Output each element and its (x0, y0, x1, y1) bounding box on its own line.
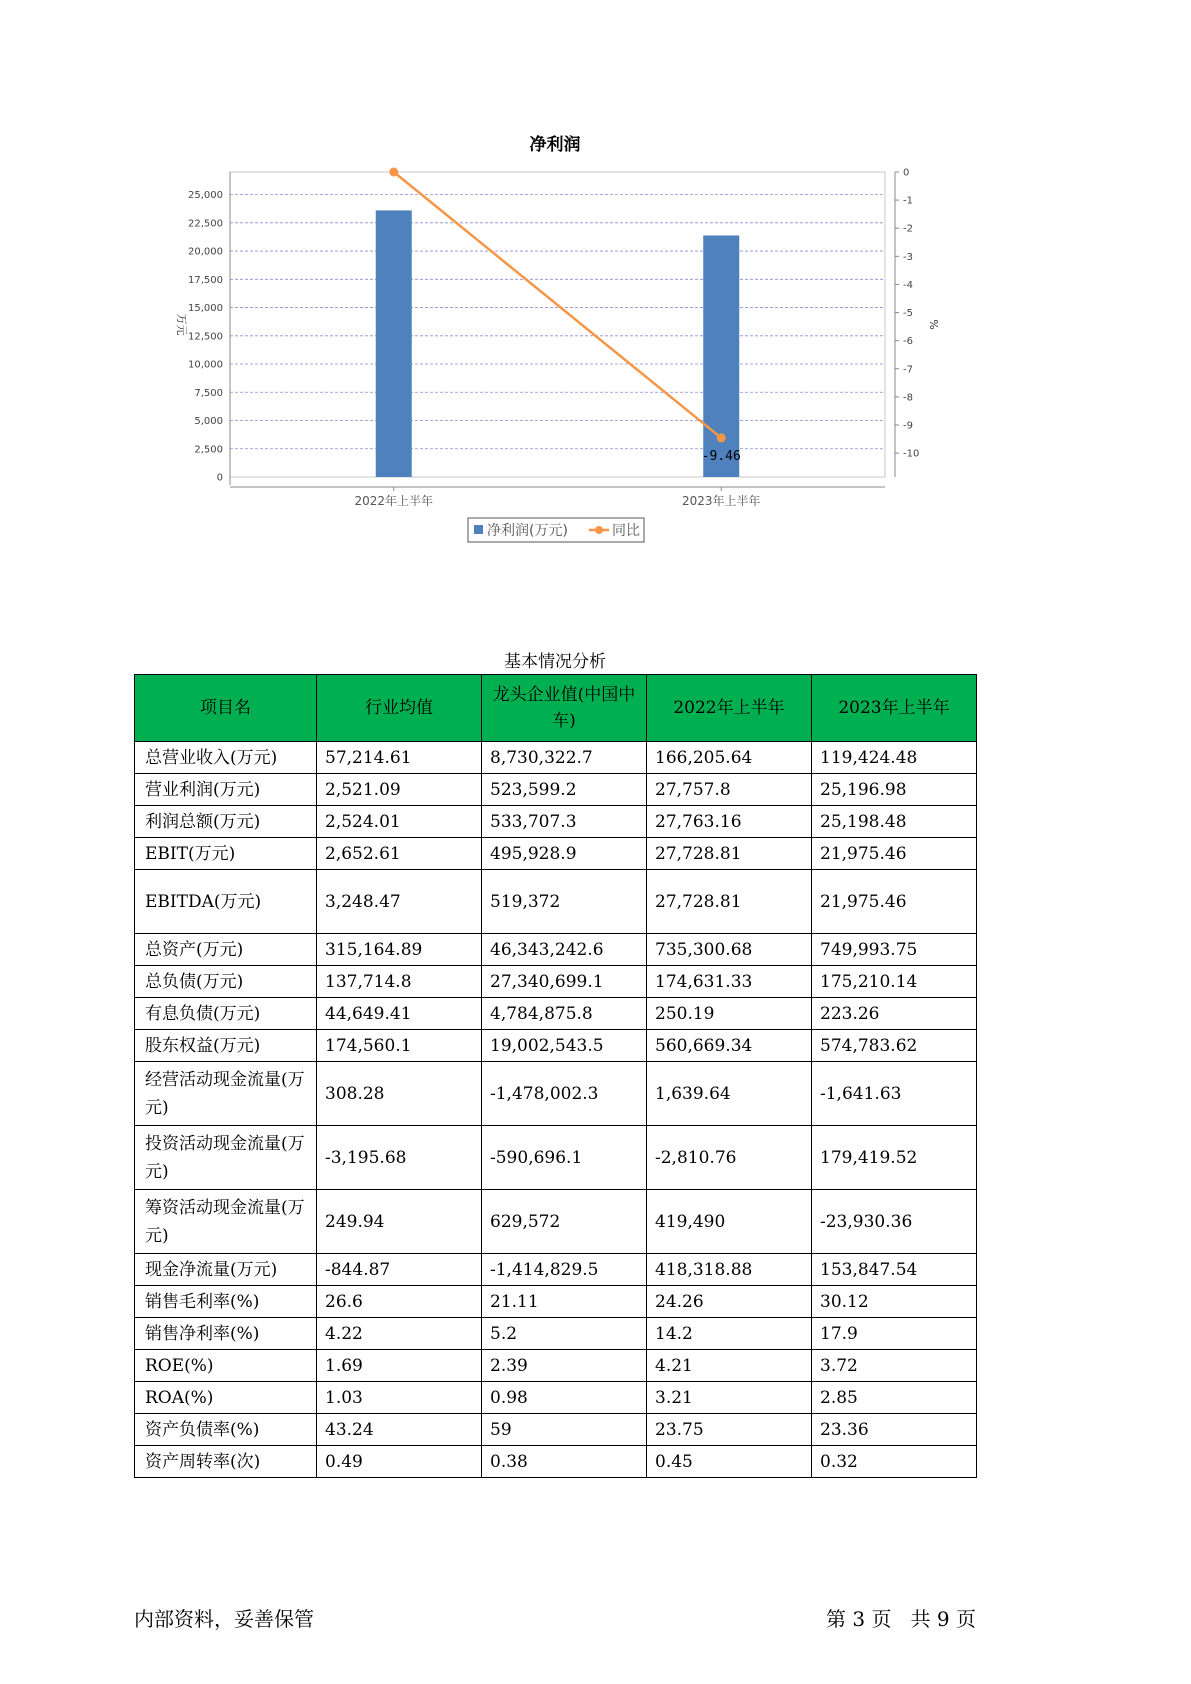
header-2022h1: 2022年上半年 (647, 675, 812, 742)
cell-value-2023h1: -1,641.63 (812, 1062, 977, 1126)
cell-leader-value: 523,599.2 (482, 774, 647, 806)
cell-value-2023h1: 574,783.62 (812, 1030, 977, 1062)
y-tick-label: 20,000 (188, 246, 223, 258)
cell-value-2023h1: 25,196.98 (812, 774, 977, 806)
footer-page-number: 第 3 页 共 9 页 (826, 1607, 976, 1631)
cell-leader-value: 59 (482, 1414, 647, 1446)
cell-industry-avg: 1.69 (317, 1350, 482, 1382)
cell-value-2023h1: -23,930.36 (812, 1190, 977, 1254)
cell-industry-avg: 137,714.8 (317, 966, 482, 998)
cell-row-name: 总资产(万元) (135, 934, 317, 966)
cell-value-2022h1: 27,728.81 (647, 870, 812, 934)
point-yoy (717, 433, 726, 442)
table-row (135, 870, 977, 934)
table-title: 基本情况分析 (504, 652, 606, 672)
legend-point-swatch (595, 526, 603, 534)
cell-value-2022h1: 24.26 (647, 1286, 812, 1318)
legend-bar-swatch (474, 525, 483, 534)
cell-value-2022h1: 27,728.81 (647, 838, 812, 870)
cell-leader-value: 0.38 (482, 1446, 647, 1478)
cell-leader-value: -1,478,002.3 (482, 1062, 647, 1126)
cell-value-2023h1: 17.9 (812, 1318, 977, 1350)
y2-tick-label: -9 (903, 420, 913, 432)
table-row (135, 742, 977, 774)
cell-value-2022h1: 166,205.64 (647, 742, 812, 774)
net-profit-chart (160, 130, 1040, 600)
y2-tick-label: -7 (903, 364, 913, 376)
y-tick-label: 15,000 (188, 303, 223, 315)
cell-value-2022h1: 3.21 (647, 1382, 812, 1414)
header-item-name: 项目名 (135, 675, 317, 742)
cell-leader-value: 0.98 (482, 1382, 647, 1414)
cell-row-name: 销售净利率(%) (135, 1318, 317, 1350)
cell-industry-avg: -844.87 (317, 1254, 482, 1286)
cell-row-name: 现金净流量(万元) (135, 1254, 317, 1286)
cell-value-2022h1: 4.21 (647, 1350, 812, 1382)
table-row (135, 966, 977, 998)
cell-value-2022h1: 27,757.8 (647, 774, 812, 806)
basic-analysis-table (134, 674, 977, 1478)
cell-industry-avg: -3,195.68 (317, 1126, 482, 1190)
cell-leader-value: 4,784,875.8 (482, 998, 647, 1030)
cell-row-name: 资产周转率(次) (135, 1446, 317, 1478)
table-row (135, 1318, 977, 1350)
cell-value-2022h1: 250.19 (647, 998, 812, 1030)
data-label-yoy: -9.46 (701, 448, 741, 464)
table-row (135, 1350, 977, 1382)
x-tick-label: 2022年上半年 (354, 494, 434, 508)
y-tick-label: 17,500 (188, 274, 223, 286)
y2-tick-label: -6 (903, 336, 913, 348)
cell-industry-avg: 1.03 (317, 1382, 482, 1414)
cell-value-2023h1: 2.85 (812, 1382, 977, 1414)
y2-tick-label: 0 (903, 167, 910, 179)
cell-value-2022h1: 735,300.68 (647, 934, 812, 966)
cell-leader-value: 629,572 (482, 1190, 647, 1254)
header-2023h1: 2023年上半年 (812, 675, 977, 742)
y2-axis-title: % (927, 319, 940, 330)
cell-row-name: 经营活动现金流量(万元) (135, 1062, 317, 1126)
cell-value-2022h1: 23.75 (647, 1414, 812, 1446)
table-row (135, 1414, 977, 1446)
cell-leader-value: 5.2 (482, 1318, 647, 1350)
cell-value-2022h1: 27,763.16 (647, 806, 812, 838)
chart-canvas (160, 130, 1040, 600)
cell-value-2023h1: 21,975.46 (812, 838, 977, 870)
y2-tick-label: -1 (903, 195, 913, 207)
bar-net-profit (376, 210, 412, 477)
cell-row-name: EBITDA(万元) (135, 870, 317, 934)
cell-industry-avg: 174,560.1 (317, 1030, 482, 1062)
cell-row-name: 资产负债率(%) (135, 1414, 317, 1446)
y2-tick-label: -10 (903, 448, 920, 460)
table-header-row (135, 675, 977, 742)
table-row (135, 934, 977, 966)
cell-value-2022h1: 1,639.64 (647, 1062, 812, 1126)
cell-industry-avg: 2,652.61 (317, 838, 482, 870)
cell-industry-avg: 3,248.47 (317, 870, 482, 934)
table-row (135, 1254, 977, 1286)
table-body (135, 742, 977, 1478)
cell-row-name: 利润总额(万元) (135, 806, 317, 838)
cell-leader-value: -590,696.1 (482, 1126, 647, 1190)
table-row (135, 1446, 977, 1478)
table-row (135, 1062, 977, 1126)
cell-leader-value: 533,707.3 (482, 806, 647, 838)
table-row (135, 998, 977, 1030)
cell-industry-avg: 4.22 (317, 1318, 482, 1350)
cell-row-name: ROA(%) (135, 1382, 317, 1414)
cell-value-2023h1: 749,993.75 (812, 934, 977, 966)
cell-value-2023h1: 153,847.54 (812, 1254, 977, 1286)
cell-value-2023h1: 0.32 (812, 1446, 977, 1478)
cell-industry-avg: 43.24 (317, 1414, 482, 1446)
cell-row-name: 销售毛利率(%) (135, 1286, 317, 1318)
cell-value-2023h1: 25,198.48 (812, 806, 977, 838)
table-row (135, 1190, 977, 1254)
cell-row-name: 总营业收入(万元) (135, 742, 317, 774)
table-row (135, 1382, 977, 1414)
cell-value-2022h1: 174,631.33 (647, 966, 812, 998)
chart-body (175, 168, 940, 543)
y-tick-label: 0 (216, 472, 223, 484)
point-yoy (389, 168, 398, 177)
cell-industry-avg: 26.6 (317, 1286, 482, 1318)
y2-tick-label: -2 (903, 223, 913, 235)
legend-label-yoy: 同比 (612, 523, 640, 539)
cell-leader-value: 519,372 (482, 870, 647, 934)
cell-leader-value: 495,928.9 (482, 838, 647, 870)
table-row (135, 838, 977, 870)
chart-title: 净利润 (529, 135, 581, 155)
y-tick-label: 12,500 (188, 331, 223, 343)
footer-confidential-note: 内部资料，妥善保管 (134, 1607, 314, 1631)
cell-row-name: 有息负债(万元) (135, 998, 317, 1030)
cell-leader-value: 46,343,242.6 (482, 934, 647, 966)
y2-tick-label: -3 (903, 251, 913, 263)
y2-tick-label: -8 (903, 392, 913, 404)
cell-value-2023h1: 223.26 (812, 998, 977, 1030)
cell-row-name: 筹资活动现金流量(万元) (135, 1190, 317, 1254)
cell-row-name: 总负债(万元) (135, 966, 317, 998)
y-tick-label: 25,000 (188, 190, 223, 202)
line-yoy (394, 172, 722, 438)
cell-row-name: 营业利润(万元) (135, 774, 317, 806)
legend-label-net-profit: 净利润(万元) (487, 523, 568, 539)
cell-value-2023h1: 23.36 (812, 1414, 977, 1446)
cell-row-name: ROE(%) (135, 1350, 317, 1382)
y2-tick-label: -5 (903, 308, 913, 320)
cell-industry-avg: 308.28 (317, 1062, 482, 1126)
cell-leader-value: 19,002,543.5 (482, 1030, 647, 1062)
cell-value-2023h1: 119,424.48 (812, 742, 977, 774)
table-row (135, 1030, 977, 1062)
x-tick-label: 2023年上半年 (681, 494, 761, 508)
header-industry-avg: 行业均值 (317, 675, 482, 742)
cell-leader-value: 27,340,699.1 (482, 966, 647, 998)
cell-leader-value: 2.39 (482, 1350, 647, 1382)
y-tick-label: 2,500 (194, 444, 223, 456)
cell-value-2022h1: 560,669.34 (647, 1030, 812, 1062)
cell-value-2023h1: 175,210.14 (812, 966, 977, 998)
cell-row-name: EBIT(万元) (135, 838, 317, 870)
y-axis-title: 万元 (175, 313, 188, 336)
cell-row-name: 股东权益(万元) (135, 1030, 317, 1062)
table-row (135, 1286, 977, 1318)
cell-value-2023h1: 179,419.52 (812, 1126, 977, 1190)
cell-value-2022h1: 0.45 (647, 1446, 812, 1478)
cell-industry-avg: 249.94 (317, 1190, 482, 1254)
plot-frame (230, 172, 885, 477)
cell-industry-avg: 315,164.89 (317, 934, 482, 966)
y-tick-label: 5,000 (194, 416, 223, 428)
cell-leader-value: 21.11 (482, 1286, 647, 1318)
cell-industry-avg: 2,521.09 (317, 774, 482, 806)
cell-leader-value: 8,730,322.7 (482, 742, 647, 774)
header-leader-value: 龙头企业值(中国中车) (482, 675, 647, 742)
cell-leader-value: -1,414,829.5 (482, 1254, 647, 1286)
cell-value-2022h1: -2,810.76 (647, 1126, 812, 1190)
cell-value-2022h1: 14.2 (647, 1318, 812, 1350)
cell-industry-avg: 44,649.41 (317, 998, 482, 1030)
table-row (135, 1126, 977, 1190)
y-tick-label: 10,000 (188, 359, 223, 371)
y2-tick-label: -4 (903, 279, 913, 291)
table-row (135, 774, 977, 806)
cell-row-name: 投资活动现金流量(万元) (135, 1126, 317, 1190)
cell-value-2023h1: 30.12 (812, 1286, 977, 1318)
table-row (135, 806, 977, 838)
cell-value-2022h1: 418,318.88 (647, 1254, 812, 1286)
y-tick-label: 22,500 (188, 218, 223, 230)
cell-value-2022h1: 419,490 (647, 1190, 812, 1254)
cell-industry-avg: 57,214.61 (317, 742, 482, 774)
cell-industry-avg: 2,524.01 (317, 806, 482, 838)
y-tick-label: 7,500 (194, 387, 223, 399)
cell-industry-avg: 0.49 (317, 1446, 482, 1478)
cell-value-2023h1: 21,975.46 (812, 870, 977, 934)
cell-value-2023h1: 3.72 (812, 1350, 977, 1382)
